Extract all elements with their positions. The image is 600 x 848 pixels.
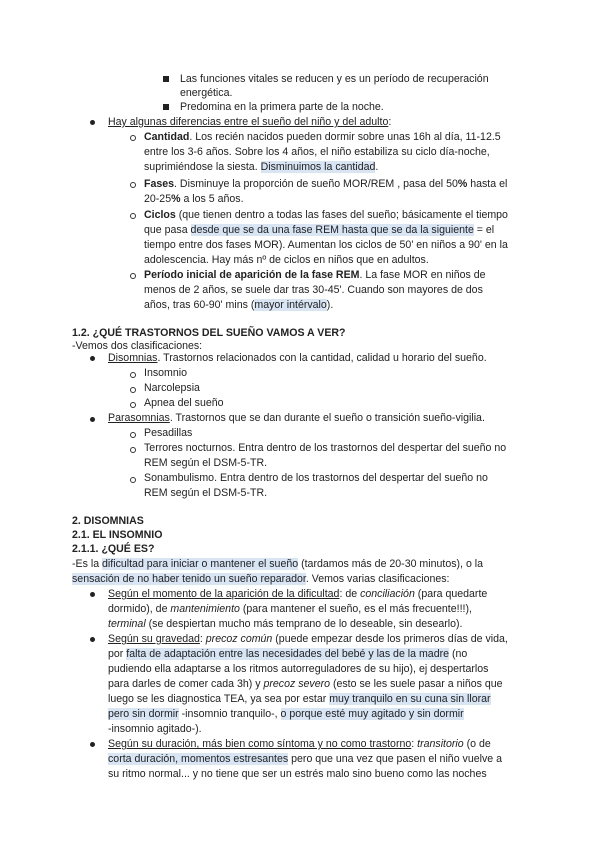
highlight: sensación de no haber tenido un sueño reparador (72, 573, 306, 585)
text: (que tienen dentro a todas las fases del sueño; básicamente el tiempo (175, 209, 508, 221)
text-line (72, 557, 483, 571)
text: (se despiertan mucho más temprano de lo deseable, sin desearlo). (145, 618, 463, 630)
text: por (108, 648, 127, 660)
list-item (108, 351, 487, 365)
underlined-text: Según su duración, más bien como síntoma y no como trastorno (108, 738, 412, 750)
underlined-text: Según su gravedad (108, 633, 200, 645)
circle-bullet-icon (130, 432, 136, 438)
highlight: mayor intérvalo (254, 299, 327, 311)
text-line: entre los 3-6 años. Sobre los 4 años, el niño estabiliza su ciclo día-noche, (144, 146, 490, 158)
text-line (144, 223, 494, 237)
text: % (457, 178, 468, 190)
square-bullet-icon (163, 104, 169, 110)
text-line: adolescencia. Hay más nº de ciclos en niños que en adultos. (144, 254, 429, 266)
text: pero que una vez que pasen el niño vuelve a (288, 753, 502, 765)
text-line: energética. (180, 87, 233, 99)
highlight: o porque esté muy agitado y sin dormir (280, 708, 464, 720)
bullet-icon (90, 637, 95, 642)
text-line (72, 572, 450, 586)
text-line (144, 298, 333, 312)
circle-bullet-icon (130, 447, 136, 453)
highlight: dificultad para iniciar o mantener el sueño (102, 558, 299, 570)
text-line: Predomina en la primera parte de la noche. (180, 101, 384, 113)
text: 20-25 (144, 193, 172, 205)
text: -Es la (72, 558, 103, 570)
text-line (108, 692, 491, 706)
list-item (108, 737, 491, 751)
section-heading: 1.2. ¿QUÉ TRASTORNOS DEL SUEÑO VAMOS A VER? (72, 327, 346, 339)
text: para darles de comer cada 3h) y (108, 678, 264, 690)
text: (puede empezar desde los primeros días de vida, (272, 633, 508, 645)
text: % (171, 193, 181, 205)
bullet-icon (90, 417, 95, 422)
text: . Los recién nacidos pueden dormir sobre unas 16h al día, 11-12.5 (189, 131, 501, 143)
text-line: tiempo entre dos fases MOR). Aumentan los ciclos de 50' en niños a 90' en la (144, 239, 508, 251)
circle-bullet-icon (130, 402, 136, 408)
text-line (108, 677, 503, 691)
text: suprimiéndose la siesta. (144, 161, 261, 173)
text-line (108, 617, 463, 631)
text-line: -insomnio agitado-). (108, 723, 202, 735)
text: que pasa (144, 224, 191, 236)
list-item (144, 177, 507, 191)
highlight: pero sin dormir (108, 708, 179, 720)
text-line (144, 192, 244, 206)
list-item (144, 208, 508, 222)
list-item (108, 411, 485, 425)
underlined-text: Según el momento de la aparición de la dificultad (108, 588, 340, 600)
text-line: pudiendo ella adaptarse a los ritmos autorreguladores de su hijo), ej despertarlos (108, 663, 489, 675)
text: (tardamos más de 20-30 minutos), o la (298, 558, 484, 570)
term: Fases (144, 178, 175, 190)
list-item (108, 632, 508, 646)
list-item: Terrores nocturnos. Entra dentro de los trastornos del despertar del sueño no (144, 442, 507, 454)
italic-text: conciliación (360, 588, 415, 600)
list-item (144, 130, 501, 144)
text: (o de (463, 738, 491, 750)
highlight: falta de adaptación entre las necesidades del bebé y las de la madre (126, 648, 450, 660)
text-line (108, 602, 472, 616)
list-item (108, 587, 487, 601)
bullet-icon (90, 356, 95, 361)
text: años, tras 60-90' mins ( (144, 299, 255, 311)
highlight: muy tranquilo en su cuna sin llorar (329, 693, 491, 705)
circle-bullet-icon (130, 387, 136, 393)
text-line: REM según el DSM-5-TR. (144, 457, 268, 469)
text: (esto se les suele pasar a niños que (330, 678, 503, 690)
list-item: Insomnio (144, 367, 187, 379)
italic-text: precoz común (205, 633, 273, 645)
section-heading: 2. DISOMNIAS (72, 515, 144, 527)
term: Cantidad (144, 131, 190, 143)
text: a los 5 años. (180, 193, 244, 205)
list-item: Sonambulismo. Entra dentro de los trastornos del despertar del sueño no (144, 472, 488, 484)
list-item: Pesadillas (144, 427, 193, 439)
italic-text: transitorio (417, 738, 464, 750)
underlined-text: Disomnias (108, 352, 158, 364)
circle-bullet-icon (130, 213, 136, 219)
term: Ciclos (144, 209, 176, 221)
text-line (108, 707, 464, 721)
underlined-text: Hay algunas diferencias entre el sueño del niño y del adulto (108, 116, 389, 128)
section-heading: 2.1.1. ¿QUÉ ES? (72, 543, 155, 555)
text: : de (339, 588, 361, 600)
underlined-text: Parasomnias (108, 412, 170, 424)
text: . Vemos varias clasificaciones: (305, 573, 450, 585)
circle-bullet-icon (130, 372, 136, 378)
text-line (108, 647, 467, 661)
circle-bullet-icon (130, 273, 136, 279)
highlight: corta duración, momentos estresantes (108, 753, 289, 765)
text-line: menos de 2 años, se suele dar tras 30-45'. Cuando son mayores de dos (144, 284, 483, 296)
highlight: Disminuimos la cantidad (260, 161, 376, 173)
list-item: Narcolepsia (144, 382, 200, 394)
text: (no (449, 648, 468, 660)
italic-text: mantenimiento (170, 603, 240, 615)
text-line (108, 752, 502, 766)
square-bullet-icon (163, 76, 169, 82)
bullet-icon (90, 120, 95, 125)
text: -insomnio tranquilo-, (178, 708, 281, 720)
text-line: Las funciones vitales se reducen y es un período de recuperación (180, 73, 489, 85)
bullet-icon (90, 592, 95, 597)
text: = el (473, 224, 495, 236)
list-item: Apnea del sueño (144, 397, 224, 409)
highlight: desde que se da una fase REM hasta que se da la siguiente (190, 224, 474, 236)
text: : (411, 738, 418, 750)
text: . Disminuye la proporción de sueño MOR/REM , pasa del 50 (174, 178, 458, 190)
section-heading: 2.1. EL INSOMNIO (72, 529, 163, 541)
text: . La fase MOR en niños de (359, 269, 486, 281)
circle-bullet-icon (130, 135, 136, 141)
text-line: -Vemos dos clasificaciones: (72, 340, 203, 352)
text: . Trastornos que se dan durante el sueño o transición sueño-vigilia. (169, 412, 485, 424)
text: . Trastornos relacionados con la cantidad, calidad u horario del sueño. (157, 352, 487, 364)
list-item (144, 268, 486, 282)
italic-text: precoz severo (263, 678, 331, 690)
text: dormido), de (108, 603, 171, 615)
bullet-icon (90, 742, 95, 747)
text-line: su ritmo normal... y no tiene que ser un estrés malo sino bueno como las noches (108, 768, 487, 780)
text: : (388, 116, 392, 128)
circle-bullet-icon (130, 477, 136, 483)
circle-bullet-icon (130, 182, 136, 188)
list-item (108, 115, 391, 129)
term: Período inicial de aparición de la fase REM (144, 269, 360, 281)
text: : (199, 633, 206, 645)
text-line: REM según el DSM-5-TR. (144, 487, 268, 499)
text: (para quedarte (414, 588, 488, 600)
text: (para mantener el sueño, es el más frecuente!!!), (239, 603, 472, 615)
text-line (144, 160, 378, 174)
italic-text: terminal (108, 618, 146, 630)
text: . (375, 161, 379, 173)
text: hasta el (467, 178, 508, 190)
text: ). (326, 299, 334, 311)
text: luego se les diagnostica TEA, ya sea por estar (108, 693, 330, 705)
